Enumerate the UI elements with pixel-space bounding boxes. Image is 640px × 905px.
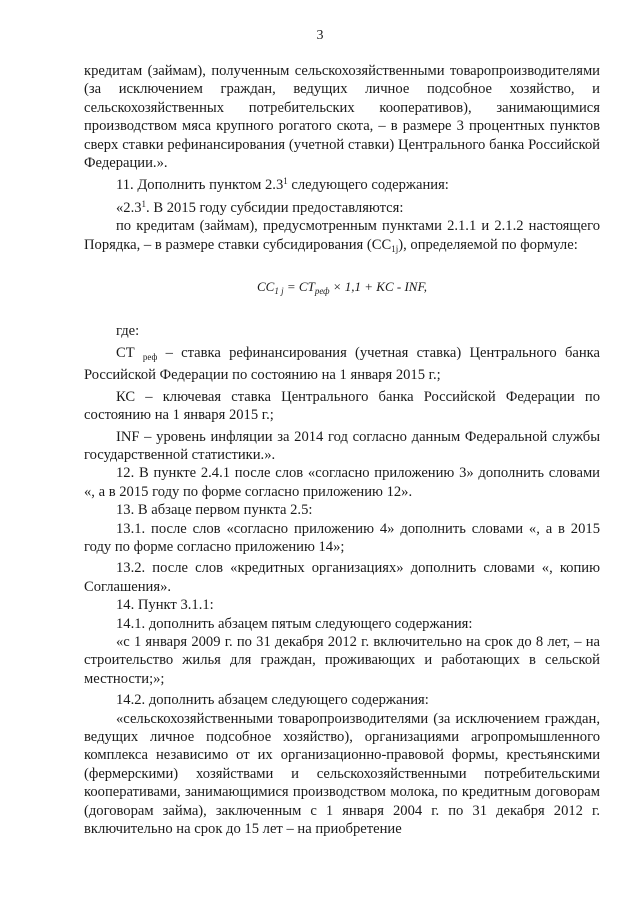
paragraph-item-12: 12. В пункте 2.4.1 после слов «согласно приложению 3» дополнить словами «, а в 2015 году по форме согласно приложению 12». [84,465,600,500]
paragraph-item-14-1: 14.1. дополнить абзацем пятым следующего содержания: [116,615,473,632]
paragraph-ct-ref: СТ $_{реф}$ – ставка рефинансирования (учетная ставка) Центрального банка Российской Федерации по состоянию на 1 января 2015 г.; [84,344,600,384]
paragraph-inf: INF – уровень инфляции за 2014 год согласно данным Федеральной службы государственной статистики.». [84,428,600,463]
paragraph-credits: по кредитам (займам), предусмотренным пунктами 2.1.1 и 2.1.2 настоящего Порядка, – в размере ставки субсидирования $(СС_{1j})$, определяемой по формуле: [84,218,600,254]
paragraph-item-14-2: 14.2. дополнить абзацем следующего содержания: [116,692,429,709]
paragraph-quote-2009: «с 1 января 2009 г. по 31 декабря 2012 г. включительно на срок до 8 лет, – на строительство жилья для граждан, проживающих и работающих в сельской местности;»; [84,633,600,687]
document-body [84,62,600,838]
paragraph-item-13-2: 13.2. после слов «кредитных организациях» дополнить словами «, копию Соглашения». [84,560,600,595]
paragraph-ks: КС – ключевая ставка Центрального банка Российской Федерации по состоянию на 1 января 2015 г.; [84,388,600,424]
paragraph-2-3-1: «$2.3^1$. В 2015 году субсидии предоставляются: [116,198,404,216]
paragraph-continuation: кредитам (займам), полученным сельскохозяйственными товаропроизводителями (за исключением граждан, ведущих личное подсобное хозяйство, и сельскохозяйственных потребительских кооперативов), занимающимися производством мяса крупного рогатого скота, – в размере 3 процентных пунктов сверх ставки рефинансирования (учетной ставки) Центрального банка Российской Федерации.». [84,63,600,172]
paragraph-item-13: 13. В абзаце первом пункта 2.5: [116,502,313,519]
paragraph-where: где: [116,323,140,340]
paragraph-item-11: 11. Дополнить пунктом $2.3^1$ следующего содержания: [116,176,449,194]
paragraph-item-13-1: 13.1. после слов «согласно приложению 4» дополнить словами «, а в 2015 году по форме согласно приложению 14»; [84,520,600,555]
paragraph-quote-producers: «сельскохозяйственными товаропроизводителями (за исключением граждан, ведущих личное подсобное хозяйство), организациями агропромышленного комплекса независимо от их организационно-правовой формы, крестьянскими (фермерскими) хозяйствами и сельскохозяйственными потребительскими кооперативами, занимающимися производством молока, по кредитным договорам (договорам займа), заключенным с 1 января 2004 г. по 31 декабря 2012 г. включительно на срок до 15 лет – на приобретение [84,710,600,838]
page-number: 3 [316,28,324,43]
paragraph-item-14: 14. Пункт 3.1.1: [116,597,214,614]
formula: $CC_{1 j} = CT_{реф} \times 1,1$ + KC - INF, [257,279,427,297]
